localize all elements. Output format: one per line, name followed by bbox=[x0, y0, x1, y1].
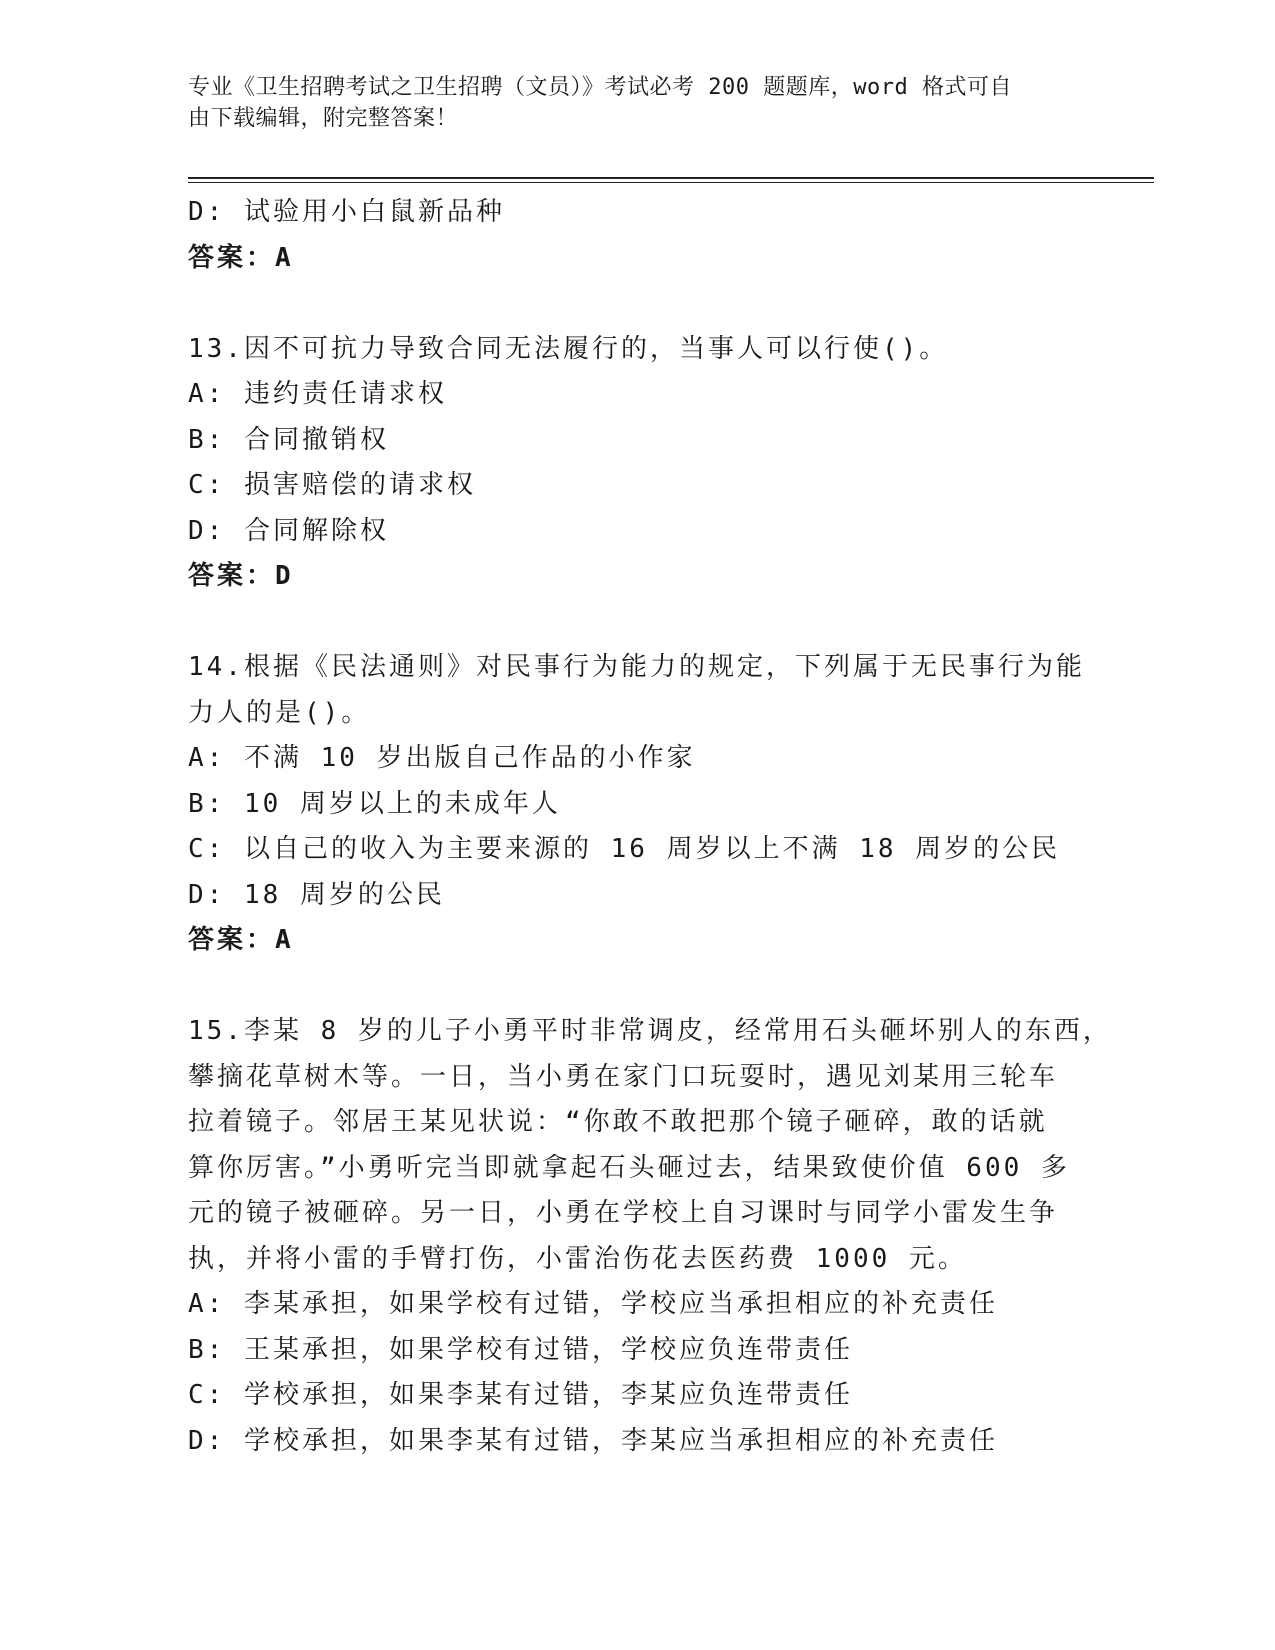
question-15-stem: 算你厉害。”小勇听完当即就拿起石头砸过去，结果致使价值 600 多 bbox=[188, 1152, 1070, 1183]
question-15-stem: 拉着镜子。邻居王某见状说：“你敢不敢把那个镜子砸碎，敢的话就 bbox=[188, 1107, 1048, 1137]
option-d: D: 学校承担，如果李某有过错，李某应当承担相应的补充责任 bbox=[188, 1425, 998, 1456]
question-14-stem: 力人的是()。 bbox=[188, 697, 371, 728]
question-14-stem: 14.根据《民法通则》对民事行为能力的规定，下列属于无民事行为能 bbox=[188, 652, 1085, 682]
question-15-stem: 15.李某 8 岁的儿子小勇平时非常调皮，经常用石头砸坏别人的东西， bbox=[188, 1016, 1112, 1046]
option-a: A: 不满 10 岁出版自己作品的小作家 bbox=[188, 743, 696, 773]
option-b: B: 合同撤销权 bbox=[188, 424, 389, 455]
option-a: A: 违约责任请求权 bbox=[188, 379, 447, 409]
question-15-stem: 攀摘花草树木等。一日，当小勇在家门口玩耍时，遇见刘某用三轮车 bbox=[188, 1061, 1059, 1092]
answer-line: 答案：A bbox=[188, 242, 294, 273]
answer-line: 答案：D bbox=[188, 561, 294, 591]
option-b: B: 10 周岁以上的未成年人 bbox=[188, 788, 561, 819]
option-d: D: 试验用小白鼠新品种 bbox=[188, 197, 505, 227]
option-c: C: 学校承担，如果李某有过错，李某应负连带责任 bbox=[188, 1380, 853, 1410]
page-header bbox=[188, 72, 1068, 134]
header-line: 专业《卫生招聘考试之卫生招聘（文员）》考试必考 200 题题库，word 格式可自 bbox=[188, 75, 1012, 100]
option-b: B: 王某承担，如果学校有过错，学校应负连带责任 bbox=[188, 1334, 853, 1365]
question-15-stem: 执，并将小雷的手臂打伤，小雷治伤花去医药费 1000 元。 bbox=[188, 1243, 967, 1274]
header-divider-thin bbox=[188, 182, 1154, 183]
option-c: C: 损害赔偿的请求权 bbox=[188, 470, 476, 500]
option-c: C: 以自己的收入为主要来源的 16 周岁以上不满 18 周岁的公民 bbox=[188, 834, 1061, 864]
header-line: 由下载编辑，附完整答案！ bbox=[188, 106, 459, 131]
option-d: D: 合同解除权 bbox=[188, 515, 389, 546]
answer-line: 答案：A bbox=[188, 925, 294, 955]
question-15-stem: 元的镜子被砸碎。另一日，小勇在学校上自习课时与同学小雷发生争 bbox=[188, 1198, 1059, 1228]
option-d: D: 18 周岁的公民 bbox=[188, 879, 445, 910]
question-13-stem: 13.因不可抗力导致合同无法履行的，当事人可以行使()。 bbox=[188, 333, 949, 364]
header-divider bbox=[188, 177, 1154, 179]
option-a: A: 李某承担，如果学校有过错，学校应当承担相应的补充责任 bbox=[188, 1289, 998, 1319]
question-list bbox=[188, 190, 1112, 1464]
